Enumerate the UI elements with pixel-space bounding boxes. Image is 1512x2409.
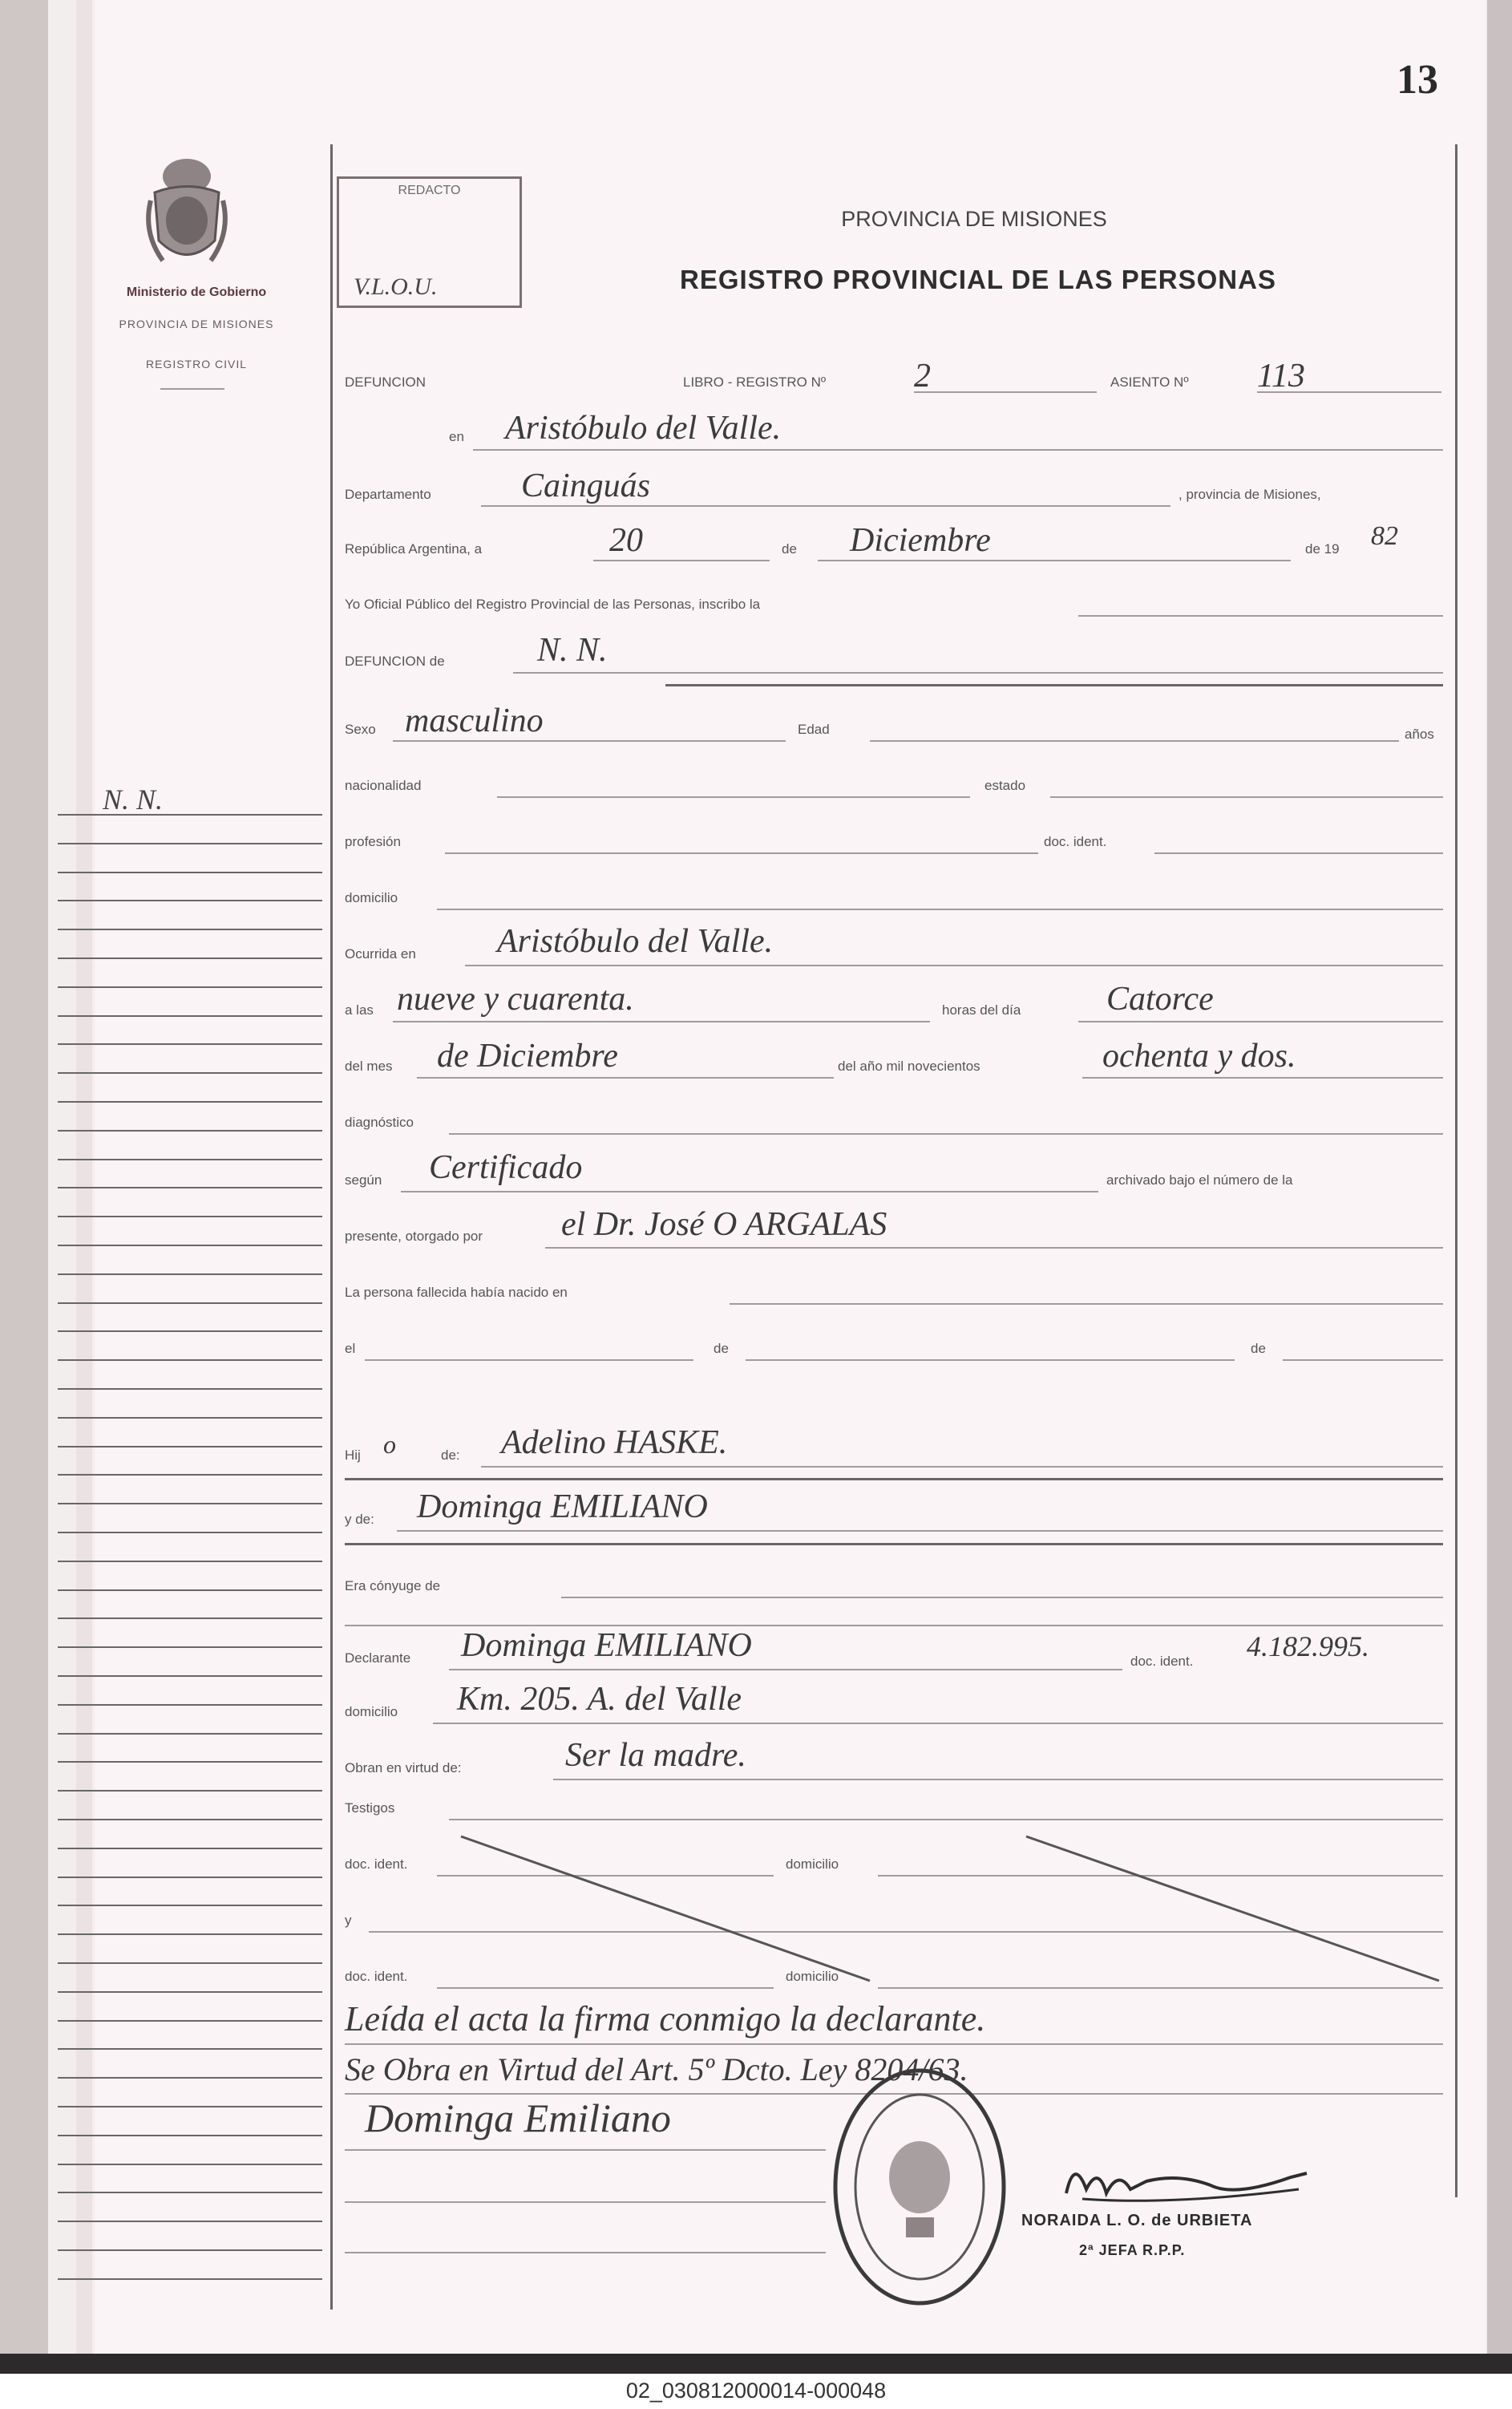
- label-horas: horas del día: [942, 1002, 1021, 1018]
- official-name: NORAIDA L. O. de URBIETA: [1021, 2212, 1253, 2229]
- label-y-de: y de:: [345, 1512, 374, 1527]
- province-title: PROVINCIA DE MISIONES: [841, 207, 1107, 231]
- caption-text: 02_030812000014-000048: [625, 2379, 887, 2403]
- label-de-2: de: [714, 1341, 729, 1356]
- value-padre: Adelino HASKE.: [501, 1424, 728, 1461]
- value-del-mes: de Diciembre: [437, 1038, 618, 1075]
- label-presente: presente, otorgado por: [345, 1229, 483, 1244]
- line-note-1: [345, 2043, 1443, 2045]
- label-estado: estado: [984, 778, 1026, 793]
- value-mes: Diciembre: [850, 522, 991, 559]
- label-yo-oficial: Yo Oficial Público del Registro Provincial de las Personas, inscribo la: [345, 597, 761, 612]
- value-dia: 20: [609, 522, 643, 559]
- label-libro: LIBRO - REGISTRO Nº: [683, 375, 827, 390]
- label-archivado: archivado bajo el número de la: [1106, 1172, 1293, 1188]
- note-line-1: Leída el acta la firma conmigo la declarante.: [345, 1999, 986, 2039]
- label-sexo: Sexo: [345, 722, 376, 737]
- label-doc-ident-test2: doc. ident.: [345, 1969, 408, 1984]
- official-role: 2ª JEFA R.P.P.: [1079, 2242, 1186, 2258]
- label-defuncion: DEFUNCION: [345, 375, 427, 390]
- label-nacido-en: La persona fallecida había nacido en: [345, 1285, 568, 1300]
- value-libro: 2: [914, 358, 931, 395]
- value-sexo: masculino: [405, 702, 544, 739]
- label-conyuge: Era cónyuge de: [345, 1578, 441, 1593]
- label-hij: Hij: [345, 1447, 361, 1463]
- stamp-value: V.L.O.U.: [354, 273, 438, 300]
- value-a-las: nueve y cuarenta.: [397, 981, 634, 1018]
- value-segun: Certificado: [429, 1149, 583, 1186]
- label-departamento: Departamento: [345, 487, 431, 502]
- label-doc-ident-test: doc. ident.: [345, 1856, 408, 1872]
- line-note-5: [345, 2252, 826, 2253]
- label-de-3: de: [1251, 1341, 1266, 1356]
- label-anos: años: [1405, 727, 1434, 742]
- margin-note: N. N.: [103, 783, 164, 816]
- note-line-2: Se Obra en Virtud del Art. 5º Dcto. Ley 8204/63.: [345, 2051, 968, 2087]
- value-anio: 82: [1371, 521, 1398, 551]
- label-de: de: [782, 541, 797, 557]
- label-obran: Obran en virtud de:: [345, 1760, 462, 1775]
- value-doc-ident: 4.182.995.: [1247, 1630, 1369, 1662]
- label-el: el: [345, 1341, 356, 1356]
- value-dia-letras: Catorce: [1106, 981, 1214, 1018]
- label-edad: Edad: [798, 722, 830, 737]
- label-ocurrida-en: Ocurrida en: [345, 946, 416, 962]
- value-en: Aristóbulo del Valle.: [505, 410, 782, 447]
- label-en: en: [449, 429, 464, 444]
- ministry-label: Ministerio de Gobierno: [126, 285, 267, 299]
- line-note-4: [345, 2201, 826, 2203]
- label-doc-ident-decl: doc. ident.: [1130, 1654, 1194, 1669]
- value-domicilio: Km. 205. A. del Valle: [457, 1681, 742, 1718]
- label-del-ano: del año mil novecientos: [838, 1059, 980, 1074]
- label-hij-de: de:: [441, 1447, 460, 1463]
- label-profesion: profesión: [345, 834, 401, 849]
- label-republica: República Argentina, a: [345, 541, 483, 557]
- value-obran: Ser la madre.: [565, 1737, 746, 1774]
- label-y: y: [345, 1913, 352, 1928]
- value-hij-suffix: o: [383, 1430, 396, 1459]
- value-asiento: 113: [1257, 358, 1305, 395]
- declarant-signature: Dominga Emiliano: [365, 2095, 671, 2140]
- label-nacionalidad: nacionalidad: [345, 778, 422, 793]
- official-seal-icon: [830, 2065, 1010, 2310]
- label-asiento: ASIENTO Nº: [1110, 375, 1189, 390]
- label-domicilio-test2: domicilio: [786, 1969, 839, 1984]
- value-declarante: Dominga EMILIANO: [461, 1627, 752, 1664]
- label-provincia: , provincia de Misiones,: [1178, 487, 1321, 502]
- value-departamento: Cainguás: [521, 468, 651, 504]
- value-del-ano: ochenta y dos.: [1102, 1038, 1296, 1075]
- label-a-las: a las: [345, 1002, 374, 1018]
- value-madre: Dominga EMILIANO: [417, 1488, 708, 1525]
- label-testigos: Testigos: [345, 1800, 395, 1816]
- province-small-label: PROVINCIA DE MISIONES: [119, 318, 274, 330]
- value-ocurrida-en: Aristóbulo del Valle.: [497, 923, 774, 960]
- label-domicilio-decl: domicilio: [345, 1704, 398, 1719]
- label-doc-ident: doc. ident.: [1044, 834, 1107, 849]
- image-caption: [0, 2374, 1512, 2409]
- label-de-19: de 19: [1305, 541, 1340, 557]
- official-signature-scrawl: [1050, 2149, 1315, 2213]
- label-domicilio: domicilio: [345, 890, 398, 905]
- label-defuncion-de: DEFUNCION de: [345, 654, 445, 669]
- line-note-3: [345, 2149, 826, 2151]
- page-number: 13: [1397, 57, 1438, 103]
- label-diagnostico: diagnóstico: [345, 1115, 414, 1130]
- value-defuncion-de: N. N.: [537, 632, 608, 669]
- stamp-label: REDACTO: [398, 184, 461, 197]
- value-presente: el Dr. José O ARGALAS: [561, 1206, 887, 1243]
- registry-civil-label: REGISTRO CIVIL: [145, 358, 248, 370]
- registry-title: REGISTRO PROVINCIAL DE LAS PERSONAS: [680, 265, 1276, 294]
- label-segun: según: [345, 1172, 382, 1188]
- label-del-mes: del mes: [345, 1059, 393, 1074]
- label-declarante: Declarante: [345, 1650, 411, 1666]
- label-domicilio-test: domicilio: [786, 1856, 839, 1872]
